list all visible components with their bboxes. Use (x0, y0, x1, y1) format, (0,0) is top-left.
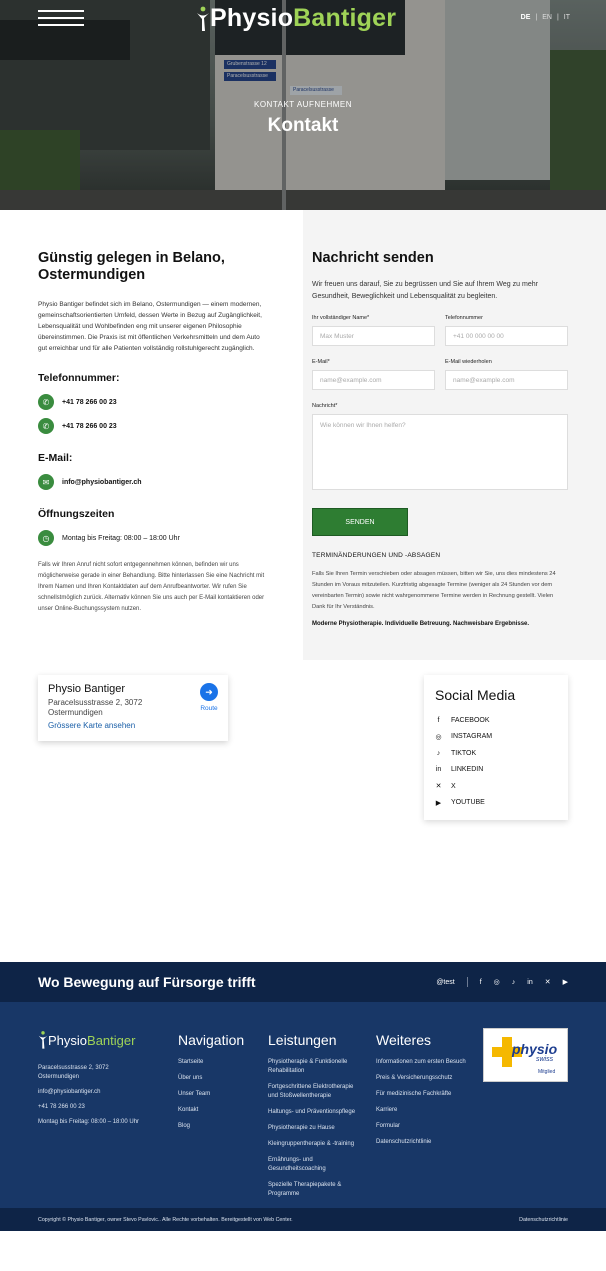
facebook-icon[interactable]: f (479, 978, 482, 986)
footer-link[interactable]: Für medizinische Fachkräfte (376, 1091, 452, 1097)
figure-logo-icon (196, 6, 210, 32)
footer-link[interactable]: Über uns (178, 1075, 203, 1081)
lang-it[interactable]: IT (563, 14, 570, 21)
footer-phone[interactable]: +41 78 266 00 23 (38, 1104, 85, 1110)
footer-link[interactable]: Physiotherapie zu Hause (268, 1125, 335, 1131)
instagram-icon: ◎ (435, 733, 442, 741)
hours-text: Montag bis Freitag: 08:00 – 18:00 Uhr (62, 534, 180, 542)
phone-input[interactable]: +41 00 000 00 00 (445, 326, 568, 346)
lang-de[interactable]: DE (520, 14, 531, 21)
footer-services-heading: Leistungen (268, 1032, 337, 1048)
social-label: LINKEDIN (451, 766, 484, 774)
badge-sub: swiss (536, 1056, 554, 1063)
map-social-section (0, 660, 606, 962)
tiktok-icon[interactable]: ♪ (511, 978, 516, 986)
email-repeat-label: E-Mail wiederholen (445, 359, 492, 365)
map-place-name: Physio Bantiger (48, 683, 126, 695)
email-input[interactable]: name@example.com (312, 370, 435, 390)
footer-contact (38, 1030, 140, 1133)
lang-en[interactable]: EN (542, 14, 552, 21)
form-intro: Wir freuen uns darauf, Sie zu begrüssen und Sie auf Ihrem Weg zu mehr Gesundheit, Beweglichkeit und Lebensqualität zu begleiten. (312, 281, 538, 300)
language-switcher (521, 14, 570, 21)
physioswiss-member-badge[interactable] (483, 1028, 568, 1082)
hours-heading: Öffnungszeiten (38, 508, 115, 520)
larger-map-link[interactable]: Grössere Karte ansehen (48, 721, 136, 730)
x-icon[interactable]: ✕ (544, 979, 551, 986)
footer-link[interactable]: Spezielle Therapiepakete & Programme (268, 1182, 342, 1197)
social-label: INSTAGRAM (451, 733, 493, 741)
phone-number[interactable]: +41 78 266 00 23 (62, 422, 117, 430)
phone-number[interactable]: +41 78 266 00 23 (62, 398, 117, 406)
phone-row[interactable] (38, 394, 267, 410)
footer-navigation (178, 1032, 258, 1138)
street-sign: Paracelsusstrasse (290, 86, 342, 95)
footer-link[interactable]: Fortgeschrittene Elektrotherapie und Stoßwellentherapie (268, 1084, 354, 1099)
phone-icon: ✆ (38, 394, 54, 410)
street-sign: Paracelsusstrasse (224, 72, 276, 81)
hero-banner (0, 0, 606, 210)
footer-link[interactable]: Startseite (178, 1059, 204, 1065)
x-icon: ✕ (435, 783, 442, 791)
form-row (312, 315, 568, 346)
badge-text: physio (512, 1041, 558, 1057)
phone-label: Telefonnummer (445, 315, 483, 321)
callback-note: Falls wir Ihren Anruf nicht sofort entgegennehmen können, befinden wir uns möglicherweise gerade in einer Behandlung. Bitte hinterlassen Sie eine Nachricht mit Ihrem Namen und Ihren Kontaktdaten auf dem Anrufbeantworter. Wir rufen Sie schnellstmöglich zurück. Alternativ können Sie uns auch per E-Mail kontaktieren oder unser Online-Buchungssystem nutzen. (38, 562, 265, 612)
social-x[interactable] (435, 778, 557, 795)
form-row (312, 359, 568, 390)
footer-more (376, 1032, 472, 1154)
footer-link[interactable]: Karriere (376, 1107, 398, 1113)
logo-text-bantiger: Bantiger (293, 4, 397, 32)
social-label: TIKTOK (451, 749, 477, 757)
youtube-icon: ▶ (435, 799, 442, 807)
email-row[interactable] (38, 474, 267, 490)
footer-link[interactable]: Formular (376, 1123, 401, 1129)
footer-social-row (436, 977, 568, 987)
youtube-icon[interactable]: ▶ (562, 979, 568, 986)
copyright-bar (0, 1208, 606, 1231)
email-repeat-input[interactable]: name@example.com (445, 370, 568, 390)
logo-text-physio: Physio (48, 1032, 88, 1048)
social-label: X (451, 782, 456, 790)
lang-separator: | (556, 14, 559, 21)
map-address: Paracelsusstrasse 2, 3072 Ostermundigen (48, 698, 143, 717)
lang-separator: | (535, 14, 538, 21)
footer-email[interactable]: info@physiobantiger.ch (38, 1089, 101, 1095)
footer-link[interactable]: Kleingruppentherapie & -training (268, 1141, 355, 1147)
map-card (38, 675, 228, 741)
footer-logo[interactable] (38, 1030, 135, 1050)
phone-icon: ✆ (38, 418, 54, 434)
contact-section (0, 210, 606, 660)
copyright-text: Copyright © Physio Bantiger, owner Stevo Pavlovic.. Alle Rechte vorbehalten. Bereitgestellt von Web Center. (38, 1216, 293, 1223)
tagline: Moderne Physiotherapie. Individuelle Betreuung. Nachweisbare Ergebnisse. (312, 621, 530, 627)
social-label: YOUTUBE (451, 799, 485, 807)
clock-icon: ◷ (38, 530, 54, 546)
terms-text: Falls Sie Ihren Termin verschieben oder absagen müssen, bitten wir Sie, uns dies mindestens 24 Stunden im Voraus mitzuteilen. Kurzfristig abgesagte Termine (weniger als 24 Stunden vor dem vereinbarten Termin) sowie nicht wahrgenommene Termine werden in Rechnung gestellt. Vielen Dank für Ihr Verständnis. (312, 571, 556, 610)
hours-row (38, 530, 267, 546)
privacy-link[interactable]: Datenschutzrichtlinie (519, 1216, 568, 1223)
email-heading: E-Mail: (38, 452, 73, 464)
social-heading: Social Media (435, 687, 516, 703)
form-heading: Nachricht senden (312, 250, 434, 266)
footer-link[interactable]: Ernährungs- und Gesundheitscoaching (268, 1157, 326, 1172)
logo-text-physio: Physio (210, 4, 294, 32)
footer-link[interactable]: Physiotherapie & Funktionelle Rehabilitation (268, 1059, 348, 1074)
social-tiktok[interactable] (435, 745, 557, 762)
footer-link[interactable]: Kontakt (178, 1107, 199, 1113)
send-button[interactable]: SENDEN (312, 508, 408, 536)
footer-link[interactable]: Preis & Versicherungsschutz (376, 1075, 453, 1081)
page-title: Kontakt (267, 115, 339, 136)
phone-row[interactable] (38, 418, 267, 434)
footer-hours: Montag bis Freitag: 08:00 – 18:00 Uhr (38, 1119, 140, 1125)
footer-nav-heading: Navigation (178, 1032, 245, 1048)
social-facebook[interactable] (435, 712, 557, 729)
divider (467, 977, 468, 987)
instagram-icon[interactable]: ◎ (493, 979, 500, 986)
footer-more-heading: Weiteres (376, 1032, 431, 1048)
linkedin-icon: in (435, 766, 442, 774)
location-heading: Günstig gelegen in Belano, Ostermundigen (38, 250, 225, 283)
email-link[interactable]: info@physiobantiger.ch (62, 478, 142, 486)
footer-link[interactable]: Haltungs- und Präventionspflege (268, 1109, 356, 1115)
footer-link[interactable]: Unser Team (178, 1091, 211, 1097)
directions-icon: ➜ (200, 683, 218, 701)
footer-slogan: Wo Bewegung auf Fürsorge trifft (38, 974, 256, 990)
footer-address: Paracelsusstrasse 2, 3072 Ostermundigen (38, 1065, 109, 1080)
hamburger-menu-icon[interactable] (38, 10, 84, 26)
hero-kicker: KONTAKT AUFNEHMEN (254, 100, 352, 109)
location-intro: Physio Bantiger befindet sich im Belano, Ostermundigen — einem modernen, gemeinschaftsorientierten Umfeld, dessen Werte in Bezug auf Zugänglichkeit, Lebensqualität und Wohlbefinden eng mit unserer eigenen Philosophie übereinstimmen. Die Praxis ist mit öffentlichen Verkehrsmitteln und dem Auto gut erreichbar und für alle Patienten vollständig rollstuhlgerecht zugänglich. (38, 301, 262, 352)
linkedin-icon[interactable]: in (527, 978, 533, 986)
name-input[interactable]: Max Muster (312, 326, 435, 346)
route-label: Route (200, 705, 218, 712)
footer-link[interactable]: Blog (178, 1123, 191, 1129)
footer-services (268, 1032, 360, 1206)
footer-band (0, 962, 606, 1002)
contact-form (303, 210, 606, 660)
message-textarea[interactable]: Wie können wir Ihnen helfen? (312, 414, 568, 490)
social-instagram[interactable] (435, 729, 557, 746)
footer-link[interactable]: Datenschutzrichtlinie (376, 1139, 432, 1145)
figure-logo-icon (38, 1030, 48, 1050)
footer (0, 1002, 606, 1208)
logo-text-bantiger: Bantiger (87, 1032, 136, 1048)
name-label: Ihr vollständiger Name* (312, 315, 370, 321)
site-logo[interactable] (196, 4, 396, 33)
phone-heading: Telefonnummer: (38, 372, 120, 384)
social-media-card (424, 675, 568, 820)
social-handle[interactable]: @test (436, 978, 455, 986)
email-label: E-Mail* (312, 359, 330, 365)
mail-icon: ✉ (38, 474, 54, 490)
street-sign: Grubenstrasse 12 (224, 60, 276, 69)
social-youtube[interactable] (435, 795, 557, 812)
social-linkedin[interactable] (435, 762, 557, 779)
contact-info (0, 210, 303, 660)
tiktok-icon: ♪ (436, 749, 441, 757)
message-label: Nachricht* (312, 403, 338, 409)
facebook-icon: f (437, 716, 440, 724)
terms-heading: TERMINÄNDERUNGEN UND -ABSAGEN (312, 552, 441, 559)
badge-member: Mitglied (538, 1069, 556, 1075)
social-label: FACEBOOK (451, 716, 490, 724)
route-button[interactable] (200, 683, 218, 712)
footer-link[interactable]: Informationen zum ersten Besuch (376, 1059, 466, 1065)
